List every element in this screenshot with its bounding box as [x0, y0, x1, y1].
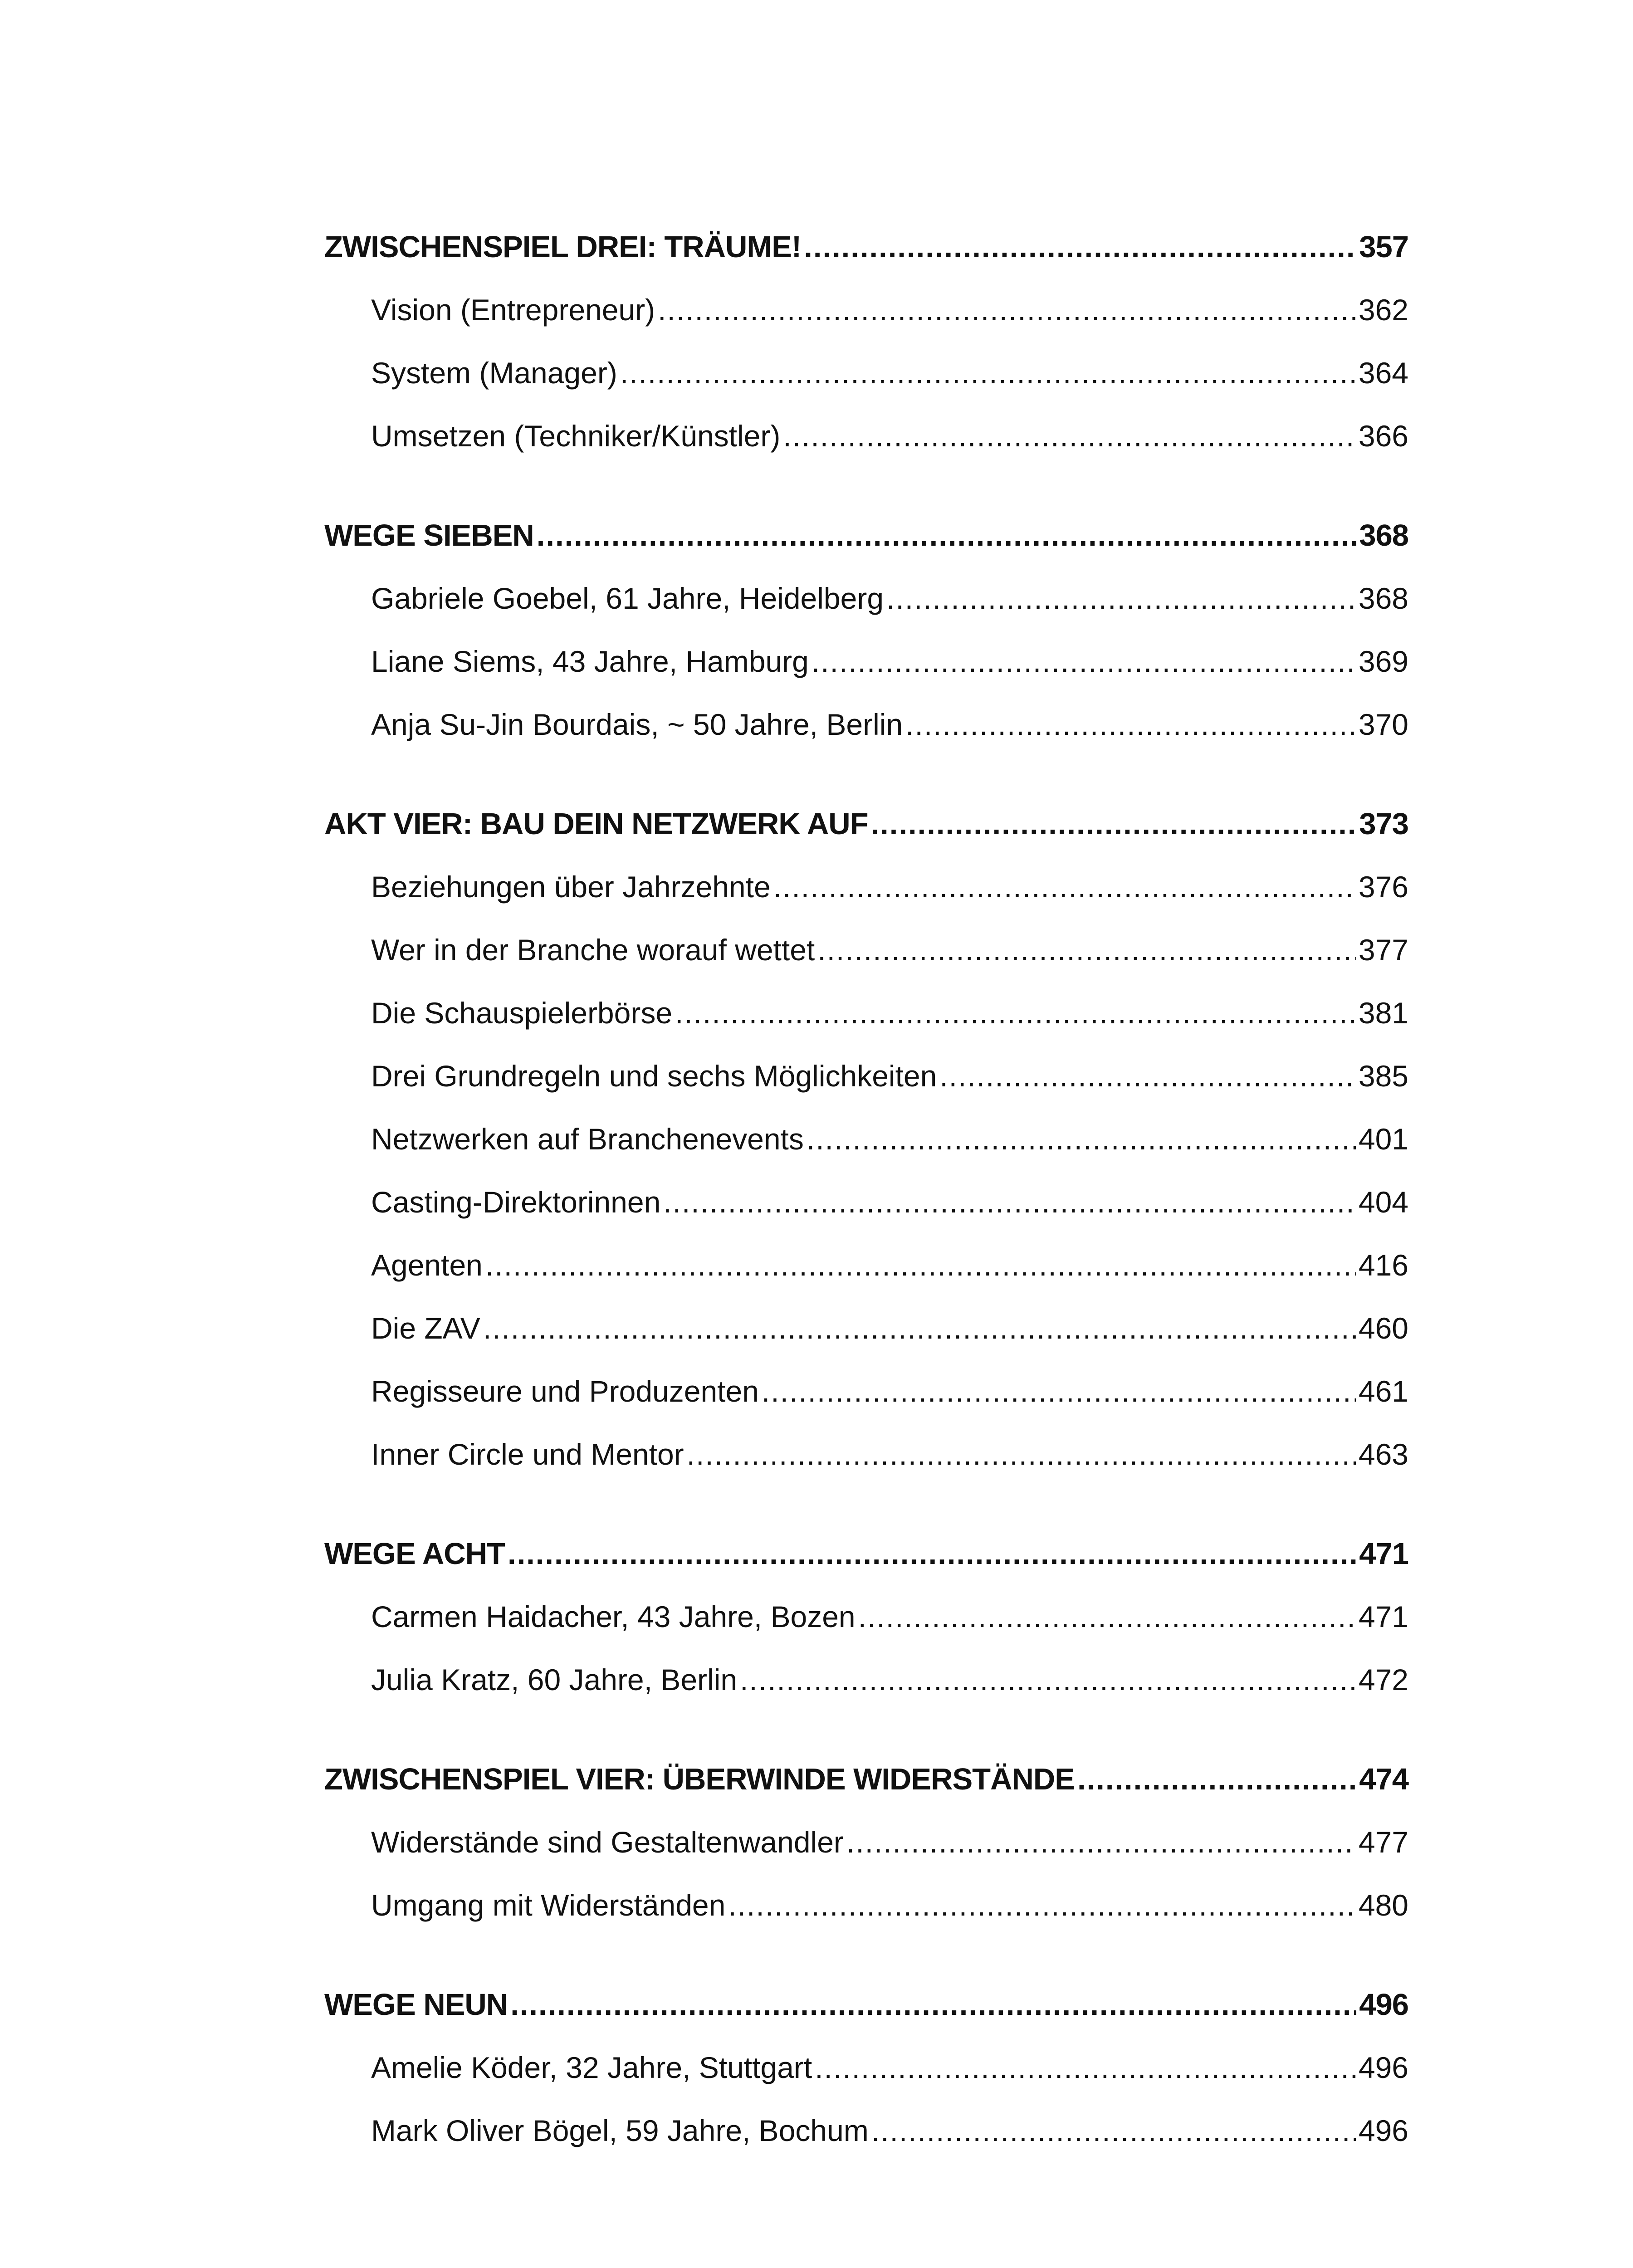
entry-title: Inner Circle und Mentor [371, 1437, 684, 1471]
page-number: 460 [1358, 1311, 1408, 1345]
toc-entry [324, 1360, 1408, 1423]
entry-title: Agenten [371, 1248, 483, 1282]
dot-leader [858, 1585, 1356, 1648]
toc-section [324, 1748, 1408, 1937]
dot-leader [510, 1973, 1356, 2036]
dot-leader [846, 1811, 1356, 1874]
toc-entry [324, 1234, 1408, 1297]
toc-entry [324, 1585, 1408, 1648]
dot-leader [886, 567, 1356, 630]
toc-entry [324, 1171, 1408, 1234]
page-number: 381 [1358, 996, 1408, 1030]
toc-entry [324, 1648, 1408, 1711]
page-number: 477 [1358, 1825, 1408, 1859]
dot-leader [483, 1297, 1356, 1360]
entry-title: Vision (Entrepreneur) [371, 293, 655, 327]
toc-entry [324, 567, 1408, 630]
entry-title: Anja Su-Jin Bourdais, ~ 50 Jahre, Berlin [371, 708, 903, 741]
page-number: 357 [1359, 230, 1408, 264]
dot-leader [939, 1045, 1356, 1108]
toc-entry [324, 693, 1408, 756]
entry-title: ZWISCHENSPIEL DREI: TRÄUME! [324, 230, 802, 264]
toc-entry [324, 1811, 1408, 1874]
page-number: 362 [1358, 293, 1408, 327]
entry-title: ZWISCHENSPIEL VIER: ÜBERWINDE WIDERSTÄNDE [324, 1762, 1075, 1796]
entry-title: Gabriele Goebel, 61 Jahre, Heidelberg [371, 582, 884, 615]
dot-leader [871, 792, 1357, 855]
dot-leader [485, 1234, 1356, 1297]
entry-title: Beziehungen über Jahrzehnte [371, 870, 771, 904]
toc-entry [324, 855, 1408, 919]
dot-leader [807, 1108, 1356, 1171]
entry-title: Drei Grundregeln und sechs Möglichkeiten [371, 1059, 937, 1093]
entry-title: Julia Kratz, 60 Jahre, Berlin [371, 1663, 738, 1696]
entry-title: Amelie Köder, 32 Jahre, Stuttgart [371, 2051, 812, 2084]
page-number: 376 [1358, 870, 1408, 904]
dot-leader [871, 2099, 1356, 2162]
dot-leader [815, 2036, 1356, 2099]
toc-entry [324, 1423, 1408, 1486]
page-number: 369 [1358, 645, 1408, 678]
page-number: 416 [1358, 1248, 1408, 1282]
page-number: 480 [1358, 1888, 1408, 1922]
entry-title: WEGE ACHT [324, 1537, 505, 1571]
entry-title: Umgang mit Widerständen [371, 1888, 726, 1922]
table-of-contents [324, 215, 1408, 2199]
toc-entry [324, 1874, 1408, 1937]
dot-leader [812, 630, 1356, 693]
toc-section-heading [324, 1522, 1408, 1585]
entry-title: Liane Siems, 43 Jahre, Hamburg [371, 645, 809, 678]
entry-title: Carmen Haidacher, 43 Jahre, Bozen [371, 1600, 856, 1633]
entry-title: Casting-Direktorinnen [371, 1185, 661, 1219]
dot-leader [905, 693, 1356, 756]
page-number: 377 [1358, 933, 1408, 967]
dot-leader [658, 279, 1356, 342]
dot-leader [817, 919, 1356, 982]
dot-leader [804, 215, 1356, 279]
toc-entry [324, 279, 1408, 342]
entry-title: AKT VIER: BAU DEIN NETZWERK AUF [324, 807, 868, 841]
entry-title: WEGE SIEBEN [324, 518, 534, 552]
entry-title: Die ZAV [371, 1311, 480, 1345]
toc-section-heading [324, 215, 1408, 279]
entry-title: Umsetzen (Techniker/Künstler) [371, 419, 781, 453]
toc-entry [324, 2036, 1408, 2099]
dot-leader [537, 504, 1356, 567]
entry-title: System (Manager) [371, 356, 617, 390]
page-number: 463 [1358, 1437, 1408, 1471]
page-number: 496 [1358, 2051, 1408, 2084]
entry-title: Wer in der Branche worauf wettet [371, 933, 815, 967]
page-number: 404 [1358, 1185, 1408, 1219]
page-number: 368 [1358, 582, 1408, 615]
toc-section-heading [324, 792, 1408, 855]
dot-leader [783, 405, 1356, 468]
dot-leader [675, 982, 1356, 1045]
page-number: 368 [1359, 518, 1408, 552]
dot-leader [508, 1522, 1356, 1585]
dot-leader [762, 1360, 1356, 1423]
toc-entry [324, 982, 1408, 1045]
toc-section-heading [324, 1973, 1408, 2036]
page-number: 496 [1359, 1988, 1408, 2022]
entry-title: Widerstände sind Gestaltenwandler [371, 1825, 844, 1859]
toc-entry [324, 342, 1408, 405]
toc-entry [324, 1108, 1408, 1171]
toc-section [324, 215, 1408, 468]
dot-leader [687, 1423, 1356, 1486]
toc-entry [324, 1297, 1408, 1360]
entry-title: WEGE NEUN [324, 1988, 508, 2022]
toc-entry [324, 630, 1408, 693]
toc-entry [324, 1045, 1408, 1108]
toc-section-heading [324, 1748, 1408, 1811]
page-number: 471 [1359, 1537, 1408, 1571]
toc-entry [324, 919, 1408, 982]
page-number: 385 [1358, 1059, 1408, 1093]
entry-title: Mark Oliver Bögel, 59 Jahre, Bochum [371, 2114, 869, 2147]
toc-section [324, 792, 1408, 1486]
page-number: 373 [1359, 807, 1408, 841]
toc-section-heading [324, 504, 1408, 567]
page-number: 474 [1359, 1762, 1408, 1796]
toc-entry [324, 405, 1408, 468]
entry-title: Regisseure und Produzenten [371, 1374, 759, 1408]
dot-leader [663, 1171, 1356, 1234]
page-number: 461 [1358, 1374, 1408, 1408]
page-number: 401 [1358, 1122, 1408, 1156]
dot-leader [773, 855, 1356, 919]
page-number: 496 [1358, 2114, 1408, 2147]
dot-leader [1077, 1748, 1356, 1811]
page-number: 472 [1358, 1663, 1408, 1696]
dot-leader [728, 1874, 1356, 1937]
page-number: 471 [1358, 1600, 1408, 1633]
toc-entry [324, 2099, 1408, 2162]
page-number: 366 [1358, 419, 1408, 453]
dot-leader [740, 1648, 1356, 1711]
page-number: 364 [1358, 356, 1408, 390]
dot-leader [620, 342, 1356, 405]
entry-title: Netzwerken auf Branchenevents [371, 1122, 804, 1156]
entry-title: Die Schauspielerbörse [371, 996, 673, 1030]
toc-section [324, 504, 1408, 756]
toc-section [324, 1973, 1408, 2162]
toc-section [324, 1522, 1408, 1711]
page-number: 370 [1358, 708, 1408, 741]
